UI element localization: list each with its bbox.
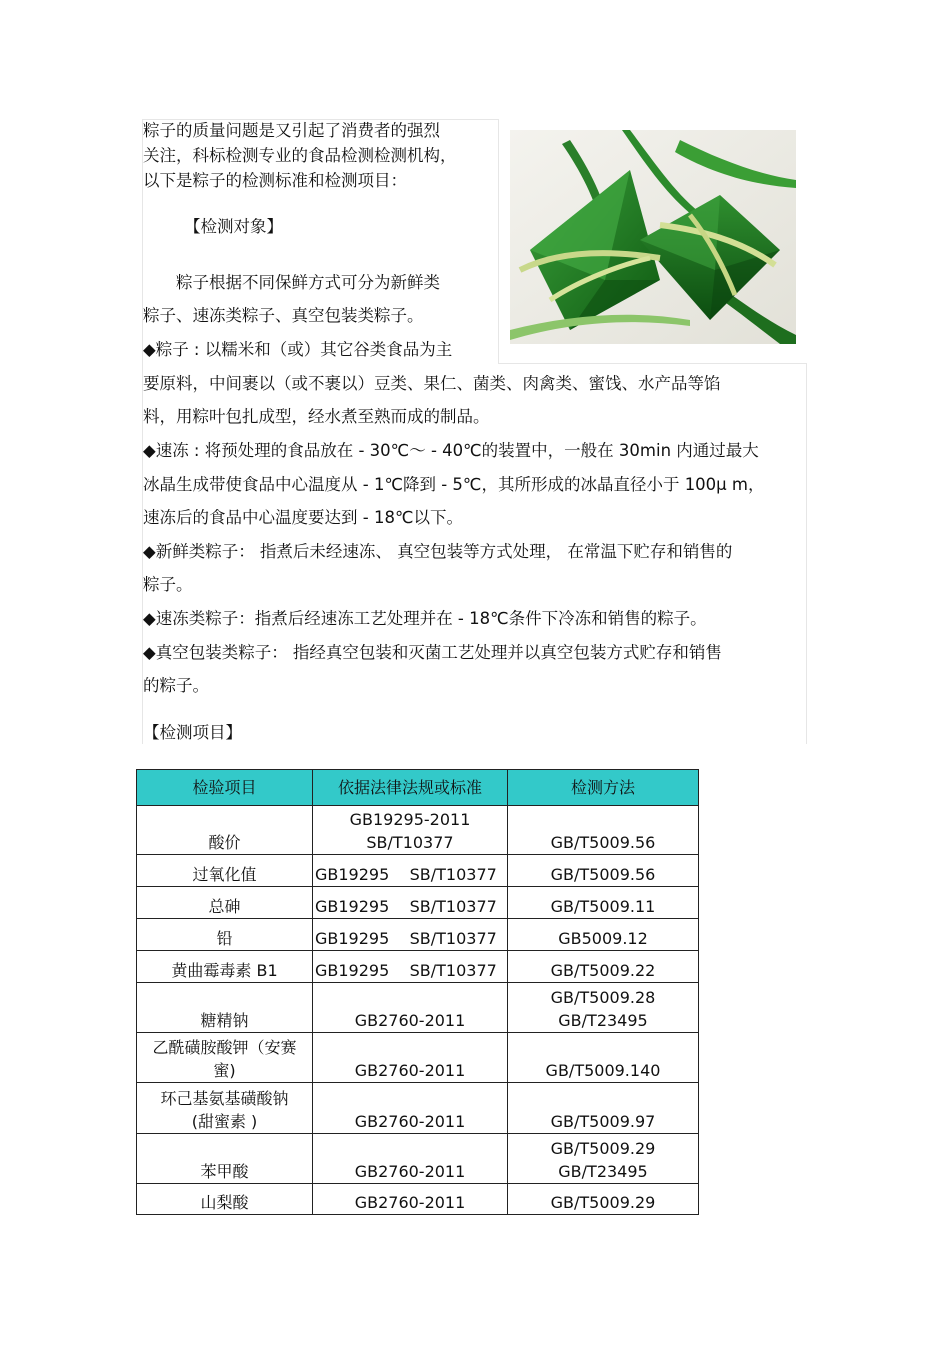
cell-standard <box>313 1134 508 1184</box>
cell-item <box>137 1134 313 1184</box>
section-items-heading: 【检测项目】 <box>143 723 242 742</box>
cell-item <box>137 855 313 887</box>
cell-item <box>137 983 313 1033</box>
table-row <box>137 1033 699 1083</box>
cell-standard <box>313 1184 508 1215</box>
def-sudong-line-1: ◆速冻 : 将预处理的食品放在 - 30℃～ - 40℃的装置中，一般在 30min 内通过最大 <box>143 441 759 460</box>
cell-item <box>137 887 313 919</box>
cell-item <box>137 1184 313 1215</box>
header-item: 检验项目 <box>137 770 313 806</box>
cell-method <box>508 1184 699 1215</box>
cell-item-text: (甜蜜素 ) <box>191 1112 258 1131</box>
cell-method-text: GB/T23495 <box>558 1162 648 1181</box>
cell-method <box>508 855 699 887</box>
intro-line-2: 关注，科标检测专业的食品检测检测机构， <box>143 146 457 165</box>
inspection-table <box>136 769 699 1215</box>
cell-method <box>508 1033 699 1083</box>
table-row <box>137 887 699 919</box>
table-row <box>137 855 699 887</box>
cell-standard <box>313 919 508 951</box>
cell-method-text: GB/T23495 <box>558 1011 648 1030</box>
cell-item <box>137 919 313 951</box>
cell-item-text: 乙酰磺胺酸钾（安赛 <box>152 1038 297 1057</box>
intro-line-1: 粽子的质量问题是又引起了消费者的强烈 <box>143 121 440 140</box>
cell-method-text: GB5009.12 <box>558 929 648 948</box>
cell-method-text: GB/T5009.11 <box>550 897 656 916</box>
cell-standard <box>313 1033 508 1083</box>
cell-method <box>508 983 699 1033</box>
cell-item-text: 铅 <box>216 929 233 948</box>
section-object-heading: 【检测对象】 <box>184 217 283 236</box>
cell-item-text: 山梨酸 <box>200 1193 249 1212</box>
cell-standard-text: GB2760-2011 <box>354 1162 466 1181</box>
cell-standard <box>313 983 508 1033</box>
cell-method-text: GB/T5009.28 <box>550 988 656 1007</box>
cell-item <box>137 951 313 983</box>
cell-standard-text: GB19295 SB/T10377 <box>315 929 497 948</box>
table-row <box>137 983 699 1033</box>
cell-method-text: GB/T5009.56 <box>550 833 656 852</box>
cell-item-text: 黄曲霉毒素 B1 <box>171 961 278 980</box>
table-row <box>137 919 699 951</box>
def-fresh-line-2: 粽子。 <box>143 575 193 594</box>
cell-method-text: GB/T5009.29 <box>550 1193 656 1212</box>
cell-standard-text: GB19295 SB/T10377 <box>315 865 497 884</box>
cell-method-text: GB/T5009.29 <box>550 1139 656 1158</box>
def-vacuum-line-1: ◆真空包装类粽子： 指经真空包装和灭菌工艺处理并以真空包装方式贮存和销售 <box>143 643 722 662</box>
classify-line-1: 粽子根据不同保鲜方式可分为新鲜类 <box>176 273 440 292</box>
cell-method <box>508 806 699 855</box>
cell-item-text: 苯甲酸 <box>200 1162 249 1181</box>
def-sudong-line-3: 速冻后的食品中心温度要达到 - 18℃以下。 <box>143 508 463 527</box>
frame-line-step <box>498 363 806 364</box>
cell-method-text: GB/T5009.22 <box>550 961 656 980</box>
def-zongzi-line-2: 要原料，中间裹以（或不裹以）豆类、果仁、菌类、肉禽类、蜜饯、水产品等馅 <box>143 374 721 393</box>
cell-standard <box>313 887 508 919</box>
def-sudong-line-2: 冰晶生成带使食品中心温度从 - 1℃降到 - 5℃，其所形成的冰晶直径小于 100μ m， <box>143 475 765 494</box>
cell-item <box>137 1033 313 1083</box>
cell-method-text: GB/T5009.56 <box>550 865 656 884</box>
cell-item-text: 蜜) <box>213 1061 236 1080</box>
table-header-row <box>137 770 699 806</box>
cell-item-text: 环己基氨基磺酸钠 <box>160 1089 289 1108</box>
cell-standard <box>313 951 508 983</box>
cell-standard <box>313 806 508 855</box>
cell-method <box>508 1083 699 1134</box>
classify-line-2: 粽子、速冻类粽子、真空包装类粽子。 <box>143 306 424 325</box>
def-vacuum-line-2: 的粽子。 <box>143 676 209 695</box>
cell-item-text: 酸价 <box>208 833 241 852</box>
table-row <box>137 1083 699 1134</box>
header-method: 检测方法 <box>508 770 699 806</box>
cell-standard-text: GB19295 SB/T10377 <box>315 961 497 980</box>
cell-item-text: 总砷 <box>208 897 241 916</box>
cell-item <box>137 806 313 855</box>
cell-standard-text: GB19295 SB/T10377 <box>315 897 497 916</box>
frame-line-right <box>806 363 807 744</box>
def-fresh-line-1: ◆新鲜类粽子： 指煮后未经速冻、 真空包装等方式处理， 在常温下贮存和销售的 <box>143 542 733 561</box>
cell-standard-text: GB2760-2011 <box>354 1061 466 1080</box>
cell-standard-text: GB2760-2011 <box>354 1112 466 1131</box>
cell-standard-text: GB2760-2011 <box>354 1193 466 1212</box>
frame-line-mid <box>498 119 499 363</box>
cell-standard-text: GB2760-2011 <box>354 1011 466 1030</box>
cell-method <box>508 919 699 951</box>
intro-line-3: 以下是粽子的检测标准和检测项目： <box>143 171 407 190</box>
cell-item <box>137 1083 313 1134</box>
cell-method <box>508 1134 699 1184</box>
table-row <box>137 1184 699 1215</box>
def-zongzi-line-1: ◆粽子 : 以糯米和（或）其它谷类食品为主 <box>143 340 453 359</box>
def-zongzi-line-3: 料，用粽叶包扎成型，经水煮至熟而成的制品。 <box>143 407 490 426</box>
cell-method <box>508 887 699 919</box>
cell-standard <box>313 855 508 887</box>
table-row <box>137 806 699 855</box>
cell-standard-text: SB/T10377 <box>366 833 454 852</box>
cell-method-text: GB/T5009.140 <box>545 1061 661 1080</box>
cell-item-text: 糖精钠 <box>200 1011 249 1030</box>
cell-method <box>508 951 699 983</box>
header-standard: 依据法律法规或标准 <box>313 770 508 806</box>
table-row <box>137 1134 699 1184</box>
cell-method-text: GB/T5009.97 <box>550 1112 656 1131</box>
cell-standard-text: GB19295-2011 <box>349 810 471 829</box>
def-frozen-line-1: ◆速冻类粽子：指煮后经速冻工艺处理并在 - 18℃条件下冷冻和销售的粽子。 <box>143 609 707 628</box>
cell-standard <box>313 1083 508 1134</box>
table-row <box>137 951 699 983</box>
zongzi-photo <box>510 130 796 344</box>
cell-item-text: 过氧化值 <box>192 865 257 884</box>
